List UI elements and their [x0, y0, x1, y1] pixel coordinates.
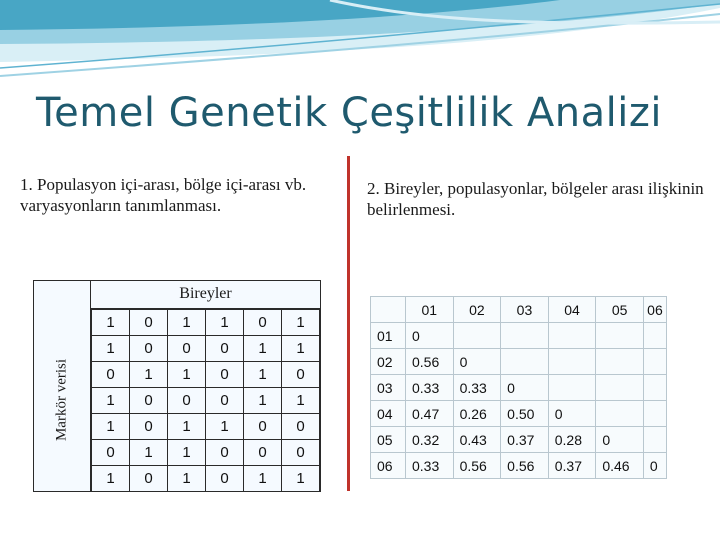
binary-cell: 1	[92, 388, 130, 414]
distance-cell: 0.43	[453, 427, 501, 453]
binary-cell: 0	[282, 362, 320, 388]
distance-cell: 0.37	[501, 427, 549, 453]
distance-cell: 0.28	[548, 427, 596, 453]
distance-matrix	[370, 296, 667, 479]
binary-cell: 0	[130, 414, 168, 440]
distance-cell	[596, 401, 644, 427]
binary-cell: 0	[130, 466, 168, 492]
slide-title: Temel Genetik Çeşitlilik Analizi	[36, 90, 662, 136]
right-point-text: 2. Bireyler, populasyonlar, bölgeler arası ilişkinin belirlenmesi.	[367, 179, 704, 219]
binary-cell: 1	[92, 310, 130, 336]
binary-cell: 1	[244, 362, 282, 388]
binary-cell: 1	[244, 336, 282, 362]
distance-cell	[548, 323, 596, 349]
binary-cell: 1	[282, 310, 320, 336]
binary-cell: 1	[168, 310, 206, 336]
binary-cell: 0	[130, 310, 168, 336]
distance-cell	[596, 375, 644, 401]
distance-cell: 0.56	[453, 453, 501, 479]
binary-cell: 1	[206, 414, 244, 440]
binary-cell: 0	[168, 388, 206, 414]
distance-row-header: 01	[371, 323, 406, 349]
binary-row	[92, 362, 320, 388]
binary-cell: 1	[206, 310, 244, 336]
binary-row	[92, 336, 320, 362]
distance-row	[371, 375, 667, 401]
distance-cell: 0.33	[406, 375, 454, 401]
binary-cell: 1	[282, 466, 320, 492]
binary-cell: 0	[282, 440, 320, 466]
distance-row	[371, 453, 667, 479]
distance-column-header: 05	[596, 297, 644, 323]
distance-cell	[643, 427, 666, 453]
binary-row	[92, 440, 320, 466]
binary-cell: 1	[282, 388, 320, 414]
binary-cell: 0	[168, 336, 206, 362]
distance-row	[371, 427, 667, 453]
binary-cell: 1	[244, 466, 282, 492]
header-wave-decoration	[0, 0, 720, 90]
distance-cell: 0.47	[406, 401, 454, 427]
binary-marker-matrix	[33, 280, 321, 492]
distance-cell: 0.56	[501, 453, 549, 479]
binary-cell: 0	[206, 466, 244, 492]
distance-row-header: 06	[371, 453, 406, 479]
distance-cell	[643, 349, 666, 375]
binary-cell: 0	[244, 440, 282, 466]
distance-cell: 0.33	[453, 375, 501, 401]
binary-grid	[91, 309, 320, 492]
distance-cell: 0.26	[453, 401, 501, 427]
distance-cell: 0.33	[406, 453, 454, 479]
distance-cell	[453, 323, 501, 349]
distance-cell	[643, 323, 666, 349]
binary-cell: 0	[130, 388, 168, 414]
binary-row	[92, 414, 320, 440]
distance-cell	[596, 323, 644, 349]
distance-cell: 0.32	[406, 427, 454, 453]
column-divider	[347, 156, 350, 491]
distance-cell: 0	[596, 427, 644, 453]
distance-row	[371, 401, 667, 427]
distance-cell: 0	[643, 453, 666, 479]
binary-cell: 0	[206, 362, 244, 388]
distance-column-header: 01	[406, 297, 454, 323]
distance-column-header: 03	[501, 297, 549, 323]
binary-cell: 0	[206, 336, 244, 362]
binary-cell: 1	[168, 362, 206, 388]
binary-cell: 0	[92, 440, 130, 466]
binary-cell: 1	[168, 440, 206, 466]
distance-column-header: 04	[548, 297, 596, 323]
distance-cell: 0.37	[548, 453, 596, 479]
distance-cell: 0.56	[406, 349, 454, 375]
distance-column-header: 02	[453, 297, 501, 323]
binary-cell: 1	[244, 388, 282, 414]
distance-cell: 0	[453, 349, 501, 375]
distance-row-header: 03	[371, 375, 406, 401]
left-point-text: 1. Populasyon içi-arası, bölge içi-arası vb. varyasyonların tanımlanması.	[20, 175, 307, 215]
binary-row	[92, 388, 320, 414]
binary-cell: 1	[168, 414, 206, 440]
distance-cell: 0	[548, 401, 596, 427]
binary-cell: 1	[92, 414, 130, 440]
distance-row-header: 02	[371, 349, 406, 375]
binary-cell: 0	[206, 388, 244, 414]
distance-row	[371, 323, 667, 349]
binary-cell: 1	[168, 466, 206, 492]
binary-cell: 0	[244, 310, 282, 336]
binary-cell: 0	[244, 414, 282, 440]
distance-cell	[501, 349, 549, 375]
distance-header-row	[371, 297, 667, 323]
binary-row	[92, 466, 320, 492]
distance-row-header: 04	[371, 401, 406, 427]
binary-cell: 0	[130, 336, 168, 362]
distance-cell	[548, 349, 596, 375]
distance-row	[371, 349, 667, 375]
matrix-side-label: Markör verisi	[53, 358, 70, 442]
binary-row	[92, 310, 320, 336]
distance-cell: 0	[501, 375, 549, 401]
distance-cell	[596, 349, 644, 375]
distance-column-header: 06	[643, 297, 666, 323]
matrix-side-column	[34, 309, 91, 491]
distance-cell	[548, 375, 596, 401]
distance-row-header: 05	[371, 427, 406, 453]
binary-cell: 1	[130, 362, 168, 388]
binary-cell: 1	[282, 336, 320, 362]
binary-cell: 1	[92, 336, 130, 362]
distance-column-header	[371, 297, 406, 323]
binary-cell: 1	[92, 466, 130, 492]
distance-cell	[501, 323, 549, 349]
binary-cell: 0	[206, 440, 244, 466]
distance-cell	[643, 401, 666, 427]
matrix-header-individuals: Bireyler	[90, 281, 320, 309]
distance-cell	[643, 375, 666, 401]
distance-cell: 0	[406, 323, 454, 349]
binary-cell: 0	[92, 362, 130, 388]
binary-cell: 1	[130, 440, 168, 466]
distance-cell: 0.50	[501, 401, 549, 427]
binary-cell: 0	[282, 414, 320, 440]
distance-cell: 0.46	[596, 453, 644, 479]
